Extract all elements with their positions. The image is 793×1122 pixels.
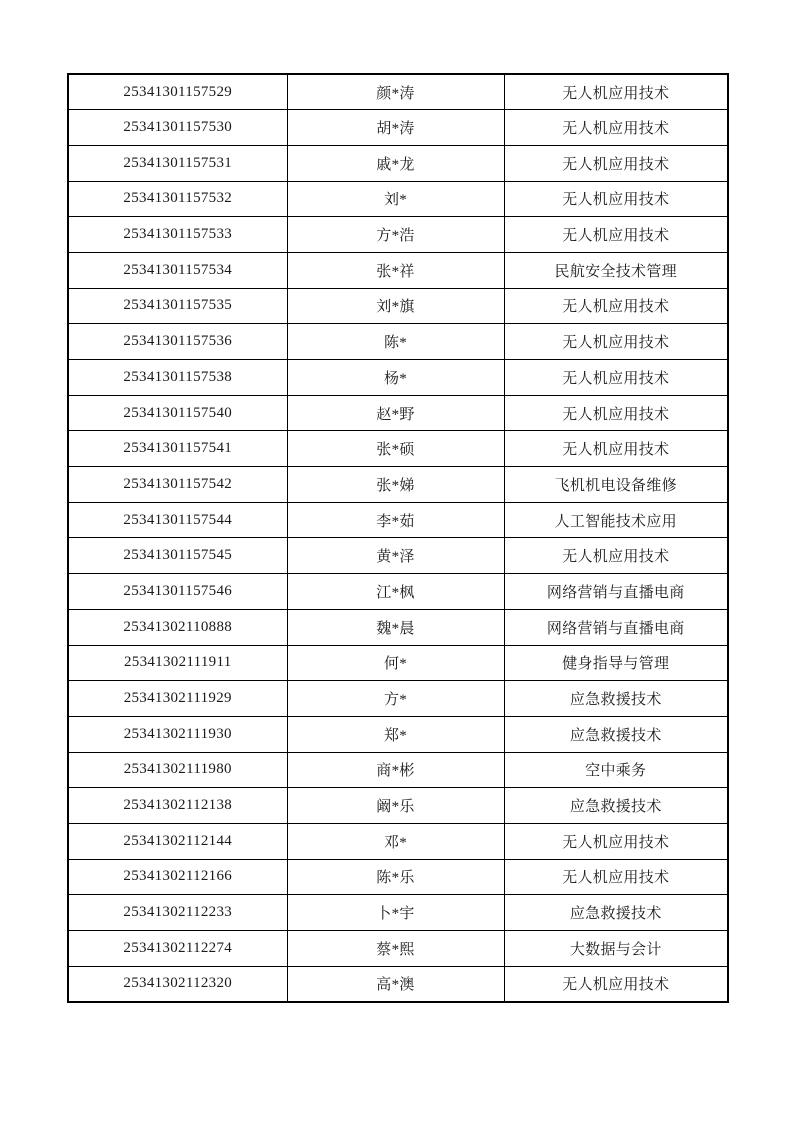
major-cell: 无人机应用技术 — [504, 288, 728, 324]
name-cell: 张*娣 — [287, 467, 504, 503]
table-row — [68, 681, 728, 717]
major-cell: 大数据与会计 — [504, 931, 728, 967]
name-cell: 阚*乐 — [287, 788, 504, 824]
major-cell: 空中乘务 — [504, 752, 728, 788]
table-row — [68, 252, 728, 288]
name-cell: 张*硕 — [287, 431, 504, 467]
name-cell: 李*茹 — [287, 502, 504, 538]
name-cell: 陈* — [287, 324, 504, 360]
candidate-id-cell: 25341301157529 — [68, 74, 287, 110]
table-row — [68, 360, 728, 396]
table-row — [68, 752, 728, 788]
candidate-id-cell: 25341302111930 — [68, 716, 287, 752]
name-cell: 陈*乐 — [287, 859, 504, 895]
table-row — [68, 431, 728, 467]
name-cell: 胡*涛 — [287, 110, 504, 146]
major-cell: 飞机机电设备维修 — [504, 467, 728, 503]
name-cell: 卜*宇 — [287, 895, 504, 931]
major-cell: 应急救援技术 — [504, 716, 728, 752]
major-cell: 无人机应用技术 — [504, 324, 728, 360]
candidate-id-cell: 25341301157545 — [68, 538, 287, 574]
name-cell: 赵*野 — [287, 395, 504, 431]
table-row — [68, 502, 728, 538]
name-cell: 方* — [287, 681, 504, 717]
candidate-id-cell: 25341301157531 — [68, 145, 287, 181]
table-row — [68, 609, 728, 645]
table-row — [68, 181, 728, 217]
table-row — [68, 467, 728, 503]
candidate-id-cell: 25341302112233 — [68, 895, 287, 931]
major-cell: 无人机应用技术 — [504, 110, 728, 146]
table-row — [68, 823, 728, 859]
name-cell: 魏*晨 — [287, 609, 504, 645]
candidate-id-cell: 25341301157535 — [68, 288, 287, 324]
admission-roster-table — [67, 73, 729, 1003]
candidate-id-cell: 25341302112144 — [68, 823, 287, 859]
major-cell: 网络营销与直播电商 — [504, 574, 728, 610]
major-cell: 应急救援技术 — [504, 681, 728, 717]
candidate-id-cell: 25341302112138 — [68, 788, 287, 824]
major-cell: 无人机应用技术 — [504, 859, 728, 895]
name-cell: 方*浩 — [287, 217, 504, 253]
name-cell: 高*澳 — [287, 966, 504, 1002]
candidate-id-cell: 25341301157546 — [68, 574, 287, 610]
candidate-id-cell: 25341302111980 — [68, 752, 287, 788]
table-row — [68, 110, 728, 146]
candidate-id-cell: 25341301157536 — [68, 324, 287, 360]
major-cell: 健身指导与管理 — [504, 645, 728, 681]
name-cell: 颜*涛 — [287, 74, 504, 110]
major-cell: 无人机应用技术 — [504, 145, 728, 181]
name-cell: 刘*旗 — [287, 288, 504, 324]
name-cell: 杨* — [287, 360, 504, 396]
candidate-id-cell: 25341301157541 — [68, 431, 287, 467]
major-cell: 无人机应用技术 — [504, 217, 728, 253]
table-row — [68, 966, 728, 1002]
name-cell: 戚*龙 — [287, 145, 504, 181]
table-row — [68, 538, 728, 574]
major-cell: 网络营销与直播电商 — [504, 609, 728, 645]
major-cell: 无人机应用技术 — [504, 538, 728, 574]
name-cell: 刘* — [287, 181, 504, 217]
candidate-id-cell: 25341302112274 — [68, 931, 287, 967]
table-row — [68, 74, 728, 110]
name-cell: 江*枫 — [287, 574, 504, 610]
major-cell: 无人机应用技术 — [504, 74, 728, 110]
table-row — [68, 859, 728, 895]
name-cell: 蔡*熙 — [287, 931, 504, 967]
major-cell: 无人机应用技术 — [504, 360, 728, 396]
major-cell: 无人机应用技术 — [504, 431, 728, 467]
table-row — [68, 931, 728, 967]
name-cell: 何* — [287, 645, 504, 681]
candidate-id-cell: 25341302111929 — [68, 681, 287, 717]
candidate-id-cell: 25341302112166 — [68, 859, 287, 895]
major-cell: 无人机应用技术 — [504, 966, 728, 1002]
name-cell: 黄*泽 — [287, 538, 504, 574]
candidate-id-cell: 25341301157538 — [68, 360, 287, 396]
roster-table-body — [68, 74, 728, 1002]
name-cell: 商*彬 — [287, 752, 504, 788]
major-cell: 人工智能技术应用 — [504, 502, 728, 538]
major-cell: 无人机应用技术 — [504, 823, 728, 859]
major-cell: 民航安全技术管理 — [504, 252, 728, 288]
candidate-id-cell: 25341301157542 — [68, 467, 287, 503]
candidate-id-cell: 25341301157533 — [68, 217, 287, 253]
candidate-id-cell: 25341301157540 — [68, 395, 287, 431]
table-row — [68, 145, 728, 181]
candidate-id-cell: 25341301157530 — [68, 110, 287, 146]
name-cell: 郑* — [287, 716, 504, 752]
table-row — [68, 788, 728, 824]
major-cell: 应急救援技术 — [504, 895, 728, 931]
table-row — [68, 895, 728, 931]
candidate-id-cell: 25341302110888 — [68, 609, 287, 645]
candidate-id-cell: 25341302111911 — [68, 645, 287, 681]
candidate-id-cell: 25341301157534 — [68, 252, 287, 288]
major-cell: 应急救援技术 — [504, 788, 728, 824]
name-cell: 张*祥 — [287, 252, 504, 288]
table-row — [68, 395, 728, 431]
major-cell: 无人机应用技术 — [504, 395, 728, 431]
candidate-id-cell: 25341301157532 — [68, 181, 287, 217]
major-cell: 无人机应用技术 — [504, 181, 728, 217]
table-row — [68, 716, 728, 752]
table-row — [68, 288, 728, 324]
table-row — [68, 217, 728, 253]
table-row — [68, 645, 728, 681]
name-cell: 邓* — [287, 823, 504, 859]
candidate-id-cell: 25341301157544 — [68, 502, 287, 538]
candidate-id-cell: 25341302112320 — [68, 966, 287, 1002]
table-row — [68, 324, 728, 360]
table-row — [68, 574, 728, 610]
